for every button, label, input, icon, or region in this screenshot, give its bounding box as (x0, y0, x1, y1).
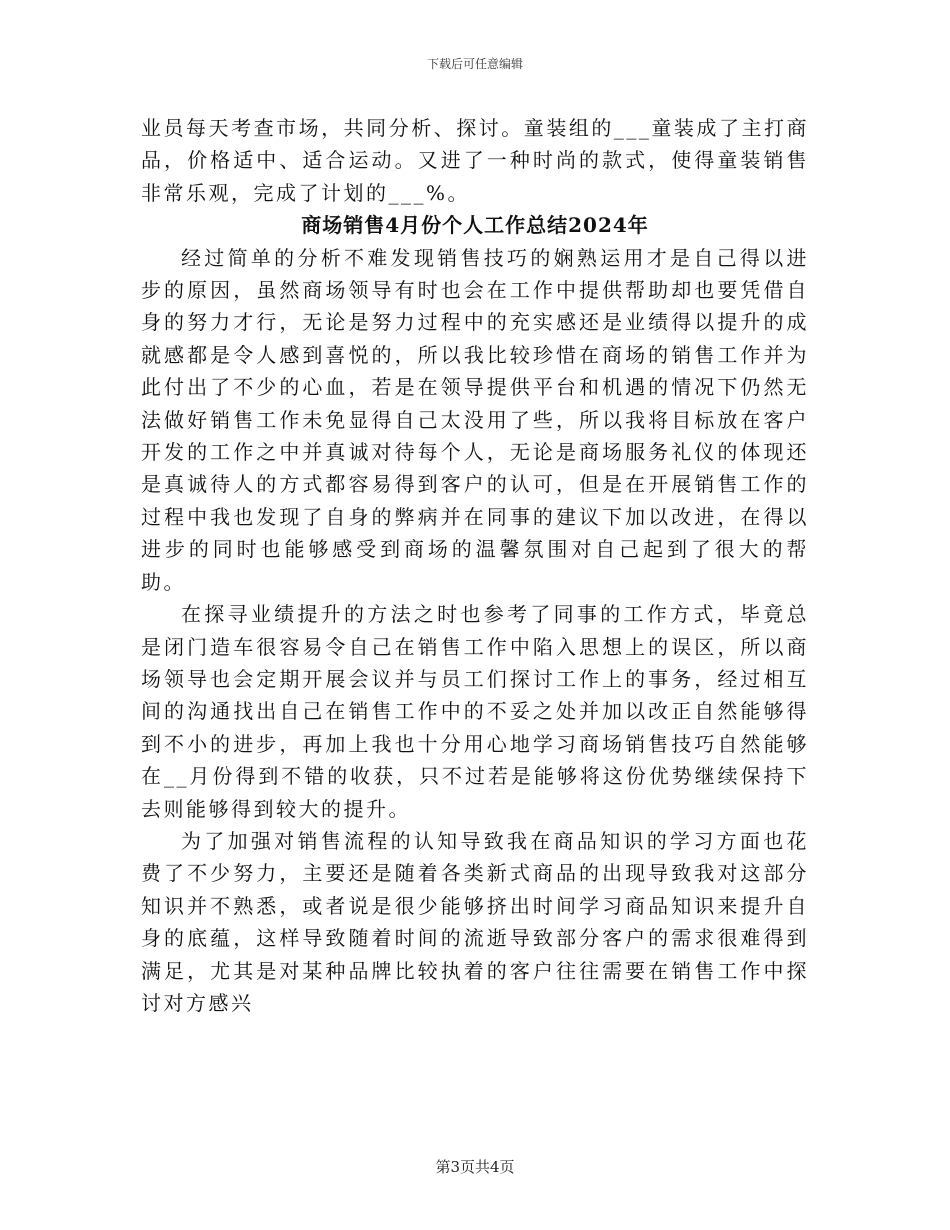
page-footer: 第3页共4页 (435, 1158, 515, 1176)
body-paragraph-3: 为了加强对销售流程的认知导致我在商品知识的学习方面也花费了不少努力，主要还是随着各类新式商品的出现导致我对这部分知识并不熟悉，或者说是很少能够挤出时间学习商品知识来提升自身的底蕴，这样导致随着时间的流逝导致部分客户的需求很难得到满足，尤其是对某种品牌比较执着的客户往往需要在销售工作中探讨对方感兴 (141, 828, 809, 1015)
body-paragraph-1: 经过简单的分析不难发现销售技巧的娴熟运用才是自己得以进步的原因，虽然商场领导有时也会在工作中提供帮助却也要凭借自身的努力才行，无论是努力过程中的充实感还是业绩得以提升的成就感都是令人感到喜悦的，所以我比较珍惜在商场的销售工作并为此付出了不少的心血，若是在领导提供平台和机遇的情况下仍然无法做好销售工作未免显得自己太没用了些，所以我将目标放在客户开发的工作之中并真诚对待每个人，无论是商场服务礼仪的体现还是真诚待人的方式都容易得到客户的认可，但是在开展销售工作的过程中我也发现了自身的弊病并在同事的建议下加以改进，在得以进步的同时也能够感受到商场的温馨氛围对自己起到了很大的帮助。 (141, 245, 809, 594)
continuation-paragraph: 业员每天考查市场，共同分析、探讨。童装组的___童装成了主打商品，价格适中、适合运动。又进了一种时尚的款式，使得童装销售非常乐观，完成了计划的___%。 (141, 116, 809, 205)
body-paragraph-2: 在探寻业绩提升的方法之时也参考了同事的工作方式，毕竟总是闭门造车很容易令自己在销售工作中陷入思想上的误区，所以商场领导也会定期开展会议并与员工们探讨工作上的事务，经过相互间的沟通找出自己在销售工作中的不妥之处并加以改正自然能够得到不小的进步，再加上我也十分用心地学习商场销售技巧自然能够在__月份得到不错的收获，只不过若是能够将这份优势继续保持下去则能够得到较大的提升。 (141, 602, 809, 821)
section-title: 商场销售4月份个人工作总结2024年 (301, 213, 649, 238)
page-header: 下载后可任意编辑 (426, 57, 523, 71)
document-body (141, 112, 809, 1019)
